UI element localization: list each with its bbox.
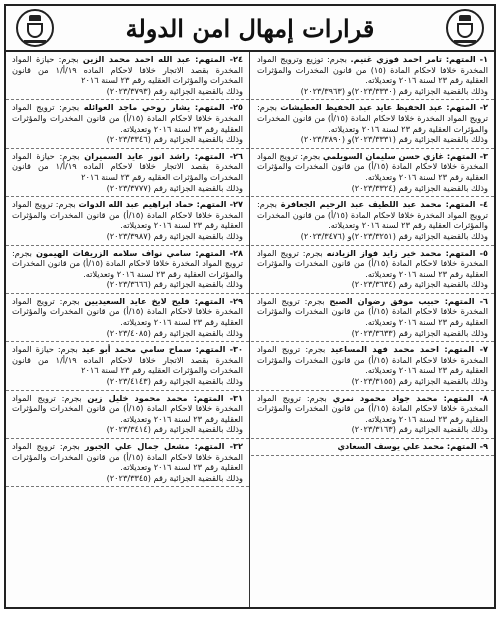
defendant-name: ٩- المتهم: محمد علي يوسف السعادي <box>337 441 488 451</box>
defendant-name: ٢٧- المتهم: حماد ابراهيم عبد الله الدوات <box>78 199 243 210</box>
notice-entry <box>6 342 249 390</box>
charge-text: بجرم: ترويج المواد المخدرة خلافا لاحكام المادة (١٥/أ) من قانون المخدرات والمؤثرات العقلية رقم ٢٣ لسنة ٢٠١٦ وتعديلاته. <box>257 247 488 279</box>
defendant-name: ٢- المتهم: عبد الحفيظ عايد عبد الحفيظ العطيشات <box>280 102 489 113</box>
defendant-name: ٣١- المتهم: محمد محمود خليل زين <box>87 392 243 403</box>
notice-header <box>6 6 494 52</box>
charge-text: بجرم: ترويج المواد المخدرة خلافا لاحكام المادة (١٥/أ) من قانون المخدرات والمؤثرات العقلية رقم ٢٣ لسنة ٢٠١٦ وتعديلاته. <box>12 102 243 134</box>
case-number: وذلك بالقضية الجزائية رقم (٢٠٢٣/٣٣٤٥) <box>106 472 243 483</box>
defendant-name: ٢٨- المتهم: سامي نواف سلامه الزريقات الهيمون <box>36 247 243 258</box>
notice-entry <box>6 246 249 294</box>
notice-entry <box>6 149 249 197</box>
coat-of-arms-icon <box>446 9 484 47</box>
defendant-name: ٢٥- المتهم: يشار روحي ماجد العوائله <box>83 102 243 113</box>
notice-entry <box>251 391 494 439</box>
notice-entry <box>6 439 249 487</box>
charge-text: بجرم: ترويج المواد المخدرة خلافا لاحكام المادة (١٥/أ) من قانون المخدرات والمؤثرات العقلية رقم ٢٣ لسنة ٢٠١٦ وتعديلاته. <box>257 295 488 328</box>
defendant-name: ٣- المتهم: غازي حسن سليمان السويلمي <box>322 150 488 161</box>
case-number: وذلك بالقضية الجزائية رقم (٢٠٢٣/٣١٥٥) <box>351 376 488 387</box>
newspaper-notice <box>4 4 496 609</box>
notice-entry <box>251 149 494 197</box>
case-number: وذلك بالقضية الجزائية رقم (٢٠٢٣/٣٦٦٦) <box>106 279 243 290</box>
charge-text: بجرم: ترويج المواد المخدرة خلافا لاحكام المادة (١٥/أ) من قانون المخدرات والمؤثرات العقلية رقم ٢٣ لسنة ٢٠١٦ وتعديلاته. <box>257 150 488 182</box>
case-number: وذلك بالقضية الجزائية رقم (٢٠٢٣/٣٦٣٣) <box>351 327 488 338</box>
charge-text: بجرم: ترويج المواد المخدرة خلافا لاحكام المادة (١٥/أ) من قانون المخدرات والمؤثرات العقلية رقم ٢٣ لسنة ٢٠١٦ وتعديلاته. <box>257 392 488 424</box>
defendant-name: ٥- المتهم: محمد خير زايد فواز الزيادنه <box>326 247 488 258</box>
case-number: وذلك بالقضية الجزائية رقم (٢٠٢٣/٤١٤٣) <box>106 376 243 387</box>
notice-entry <box>6 52 249 100</box>
charge-text: بجرم: ترويج المواد المخدرة خلافا لاحكام المادة (١٥/أ) من قانون المخدرات والمؤثرات العقلية رقم ٢٣ لسنة ٢٠١٦ وتعديلاته. <box>257 344 488 376</box>
case-number: وذلك بالقضية الجزائية رقم (٢٠٢٣/٣٢٥١)و (٢٠٢٣/٣٤٧٦) <box>300 230 488 241</box>
defendant-name: ٣٢- المتهم: مشعل جمال علي الجبور <box>84 441 243 451</box>
defendant-name: ٧- المتهم: احمد محمد فهد المساعيد <box>330 344 488 355</box>
charge-text: بجرم: ترويج المواد المخدرة خلافا لاحكام المادة (١٥/أ) من قانون المخدرات والمؤثرات العقلية رقم ٢٣ لسنة ٢٠١٦ وتعديلاته. <box>12 199 243 231</box>
defendant-name: ١- المتهم: تامر احمد فوزي غنيم. <box>350 54 488 64</box>
charge-text: بجرم: حيازة المواد المخدرة بقصد الاتجار خلافا لاحكام الماده ١٩/أ/١ من قانون المخدرات والمؤثرات العقليه رقم ٢٣ لسنة ٢٠١٦ <box>12 344 243 376</box>
case-number: وذلك بالقضية الجزائية رقم (٢٠٢٣/٣٤١٤) <box>106 424 243 435</box>
defendant-name: ٤- المتهم: محمد عبد اللطيف عبد الرحيم الجعافرة <box>280 199 489 210</box>
charge-text: بجرم: ترويج المواد المخدرة خلافا لاحكام المادة (١٥/أ) من قانون المخدرات والمؤثرات العقلية رقم ٢٣ لسنة ٢٠١٦ وتعديلاته. <box>12 247 244 279</box>
charge-text: بجرم: حيازة المواد المخدرة بقصد الاتجار خلافا لاحكام الماده ١٩/أ/١ من قانون المخدرات والمؤثرات العقليه رقم ٢٣ لسنة ٢٠١٦ <box>12 54 243 86</box>
notice-entry <box>251 52 494 100</box>
case-number: وذلك بالقضية الجزائية رقم (٢٠٢٣/٣١٦٣) <box>351 424 488 435</box>
defendant-name: ٦- المتهم: حبيب موفق رضوان الصبح <box>329 295 488 306</box>
case-number: وذلك بالقضية الجزائية رقم (٢٠٢٣/٤٠٨٥) <box>106 327 243 338</box>
defendant-name: ٢٤- المتهم: عبد الله احمد محمد الزين <box>82 54 243 64</box>
case-number: وذلك بالقضية الجزائية رقم (٢٠٢٣/٣٣٤٦) <box>106 134 243 145</box>
case-number: وذلك بالقضية الجزائية رقم (٢٠٢٣/٣٩٨٧) <box>106 230 243 241</box>
defendant-name: ٢٦- المتهم: راشد انور عايد السميران <box>84 150 243 161</box>
case-number: وذلك بالقضية الجزائية رقم (٢٠٢٣/٣٣٣٠)و (٢٠٢٣/٣٩٦٣) <box>300 85 488 96</box>
notice-entry <box>251 342 494 390</box>
case-number: وذلك بالقضية الجزائية رقم (٢٠٢٣/٣٧٩٣) <box>106 85 243 96</box>
charge-text: بجرم: توزيع وترويج المواد المخدرة خلافا لاحكام المادة (١٥) من قانون المخدرات والمؤثرات العقلية رقم ٢٣ لسنة ٢٠١٦ وتعديلاته. <box>257 54 488 86</box>
defendant-name: ٣٠- المتهم: سماح سامي محمد أبو عيد <box>81 344 243 355</box>
charge-text: بجرم: ترويج المواد المخدرة خلافا لاحكام المادة (١٥/أ) من قانون المخدرات والمؤثرات العقلية رقم ٢٣ لسنة ٢٠١٦ وتعديلاته. <box>12 295 243 328</box>
notice-entry <box>251 100 494 148</box>
charge-text: بجرم: ترويج المواد المخدرة خلافا لاحكام المادة (١٥/أ) من قانون المخدرات والمؤثرات العقلية رقم ٢٣ لسنة ٢٠١٦ وتعديلاته. <box>257 199 489 231</box>
notice-entry <box>6 391 249 439</box>
notice-entry <box>251 197 494 245</box>
charge-text: بجرم: ترويج المواد المخدرة خلافا لاحكام المادة (١٥/أ) من قانون المخدرات والمؤثرات العقلية رقم ٢٣ لسنة ٢٠١٦ وتعديلاته. <box>257 102 489 134</box>
charge-text: بجرم: حيازة المواد المخدرة بقصد الاتجار خلافا لاحكام الماده ١٩/أ/١ من قانون المخدرات والمؤثرات العقليه رقم ٢٣ لسنة ٢٠١٦ <box>12 150 243 182</box>
charge-text: بجرم: ترويج المواد المخدرة خلافا لاحكام المادة (١٥/أ) من قانون المخدرات والمؤثرات العقلية رقم ٢٣ لسنة ٢٠١٦ وتعديلاته. <box>12 392 243 424</box>
notice-columns <box>6 52 494 607</box>
charge-text: بجرم: ترويج المواد المخدرة خلافا لاحكام المادة (١٥/أ) من قانون المخدرات والمؤثرات العقلية رقم ٢٣ لسنة ٢٠١٦ وتعديلاته. <box>12 441 243 473</box>
case-number: وذلك بالقضية الجزائية رقم (٢٠٢٣/٣٧٧٧) <box>106 182 243 193</box>
column-divider <box>249 52 250 607</box>
defendant-name: ٨- المتهم: محمد جواد محمود نمري <box>332 392 488 403</box>
notice-entry <box>6 294 249 342</box>
notice-entry <box>251 439 494 456</box>
notice-entry <box>6 100 249 148</box>
notice-title: قرارات إمهال امن الدولة <box>125 14 375 43</box>
notice-entry <box>251 246 494 294</box>
case-number: وذلك بالقضية الجزائية رقم (٢٠٢٣/٣٣٣١)و (٢٠٢٣/٣٨٩٠) <box>300 134 488 145</box>
case-number: وذلك بالقضية الجزائية رقم (٢٠٢٣/٣٣٢٤) <box>351 182 488 193</box>
notice-entry <box>251 294 494 342</box>
right-column <box>251 52 494 607</box>
left-column <box>6 52 249 607</box>
defendant-name: ٢٩- المتهم: فليح لايخ عايد السعيديين <box>84 295 243 306</box>
case-number: وذلك بالقضية الجزائية رقم (٢٠٢٣/٣٦٣٤) <box>351 279 488 290</box>
notice-entry <box>6 197 249 245</box>
